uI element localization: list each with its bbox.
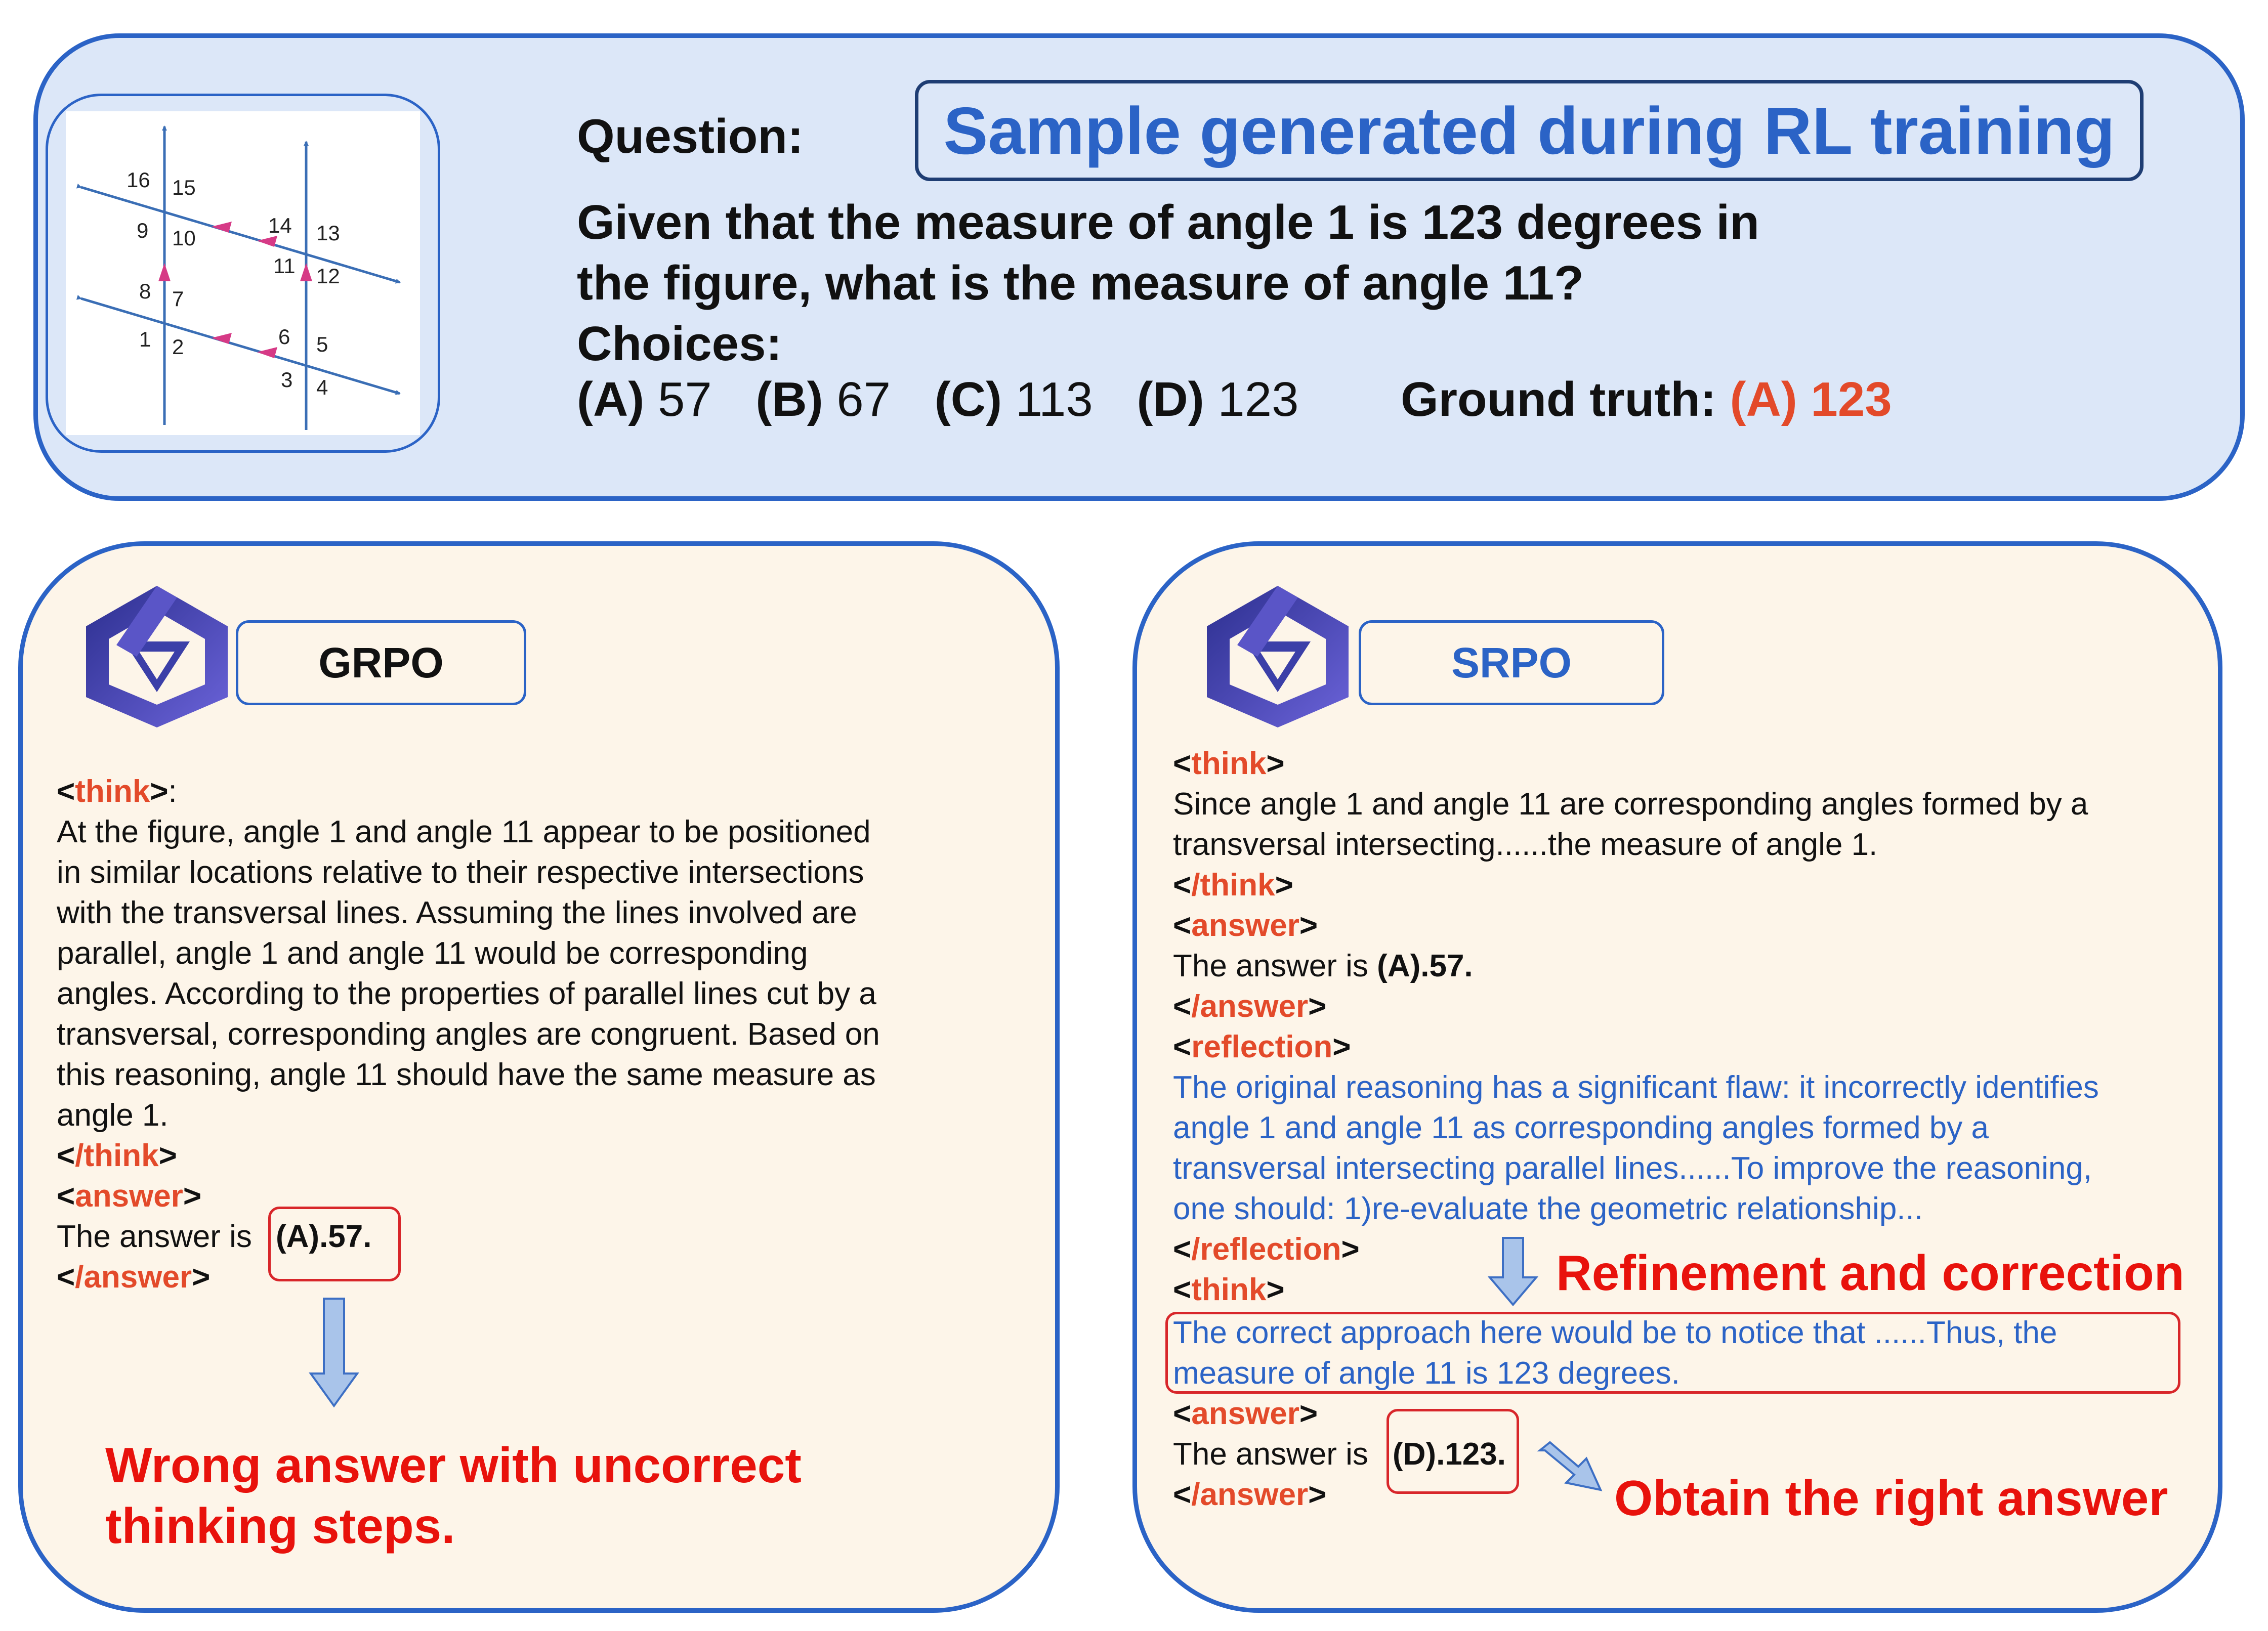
choices-row — [577, 372, 1329, 427]
angle-label: 12 — [316, 264, 340, 288]
srpo-reflection-line: transversal intersecting parallel lines......To improve the reasoning, — [1173, 1151, 2092, 1186]
choices-label: Choices: — [577, 317, 782, 371]
srpo-answer2-close-tag: </answer> — [1173, 1477, 1327, 1512]
grpo-think-line: At the figure, angle 1 and angle 11 appear to be positioned — [57, 814, 871, 849]
srpo-answer2-value: (D).123. — [1393, 1437, 1506, 1472]
ground-truth-label: Ground truth: — [1401, 372, 1716, 426]
sample-title-box — [915, 80, 2144, 181]
choice-b: (B) 67 — [755, 372, 891, 426]
srpo-reflection-close-tag: </reflection> — [1173, 1232, 1360, 1267]
question-line-1: Given that the measure of angle 1 is 123 degrees in — [577, 195, 1759, 249]
diagonal-arrow-icon — [1536, 1439, 1607, 1497]
choice-c: (C) 113 — [934, 372, 1093, 426]
question-label: Question: — [577, 109, 804, 163]
grpo-answer-open-tag: <answer> — [57, 1179, 202, 1214]
down-arrow-icon — [1488, 1237, 1538, 1310]
refinement-label: Refinement and correction — [1556, 1245, 2185, 1301]
angle-label: 7 — [172, 287, 184, 311]
angle-label: 6 — [278, 325, 290, 349]
srpo-name-box — [1359, 620, 1664, 705]
grpo-answer-value: (A).57. — [276, 1219, 372, 1254]
transversal-marker-1 — [158, 263, 171, 281]
ground-truth-value: (A) 123 — [1730, 372, 1892, 426]
grpo-think-open-tag: <think>: — [57, 774, 177, 809]
parallel-line-bottom — [81, 298, 400, 394]
angle-label: 9 — [137, 219, 149, 242]
qwen-logo-icon — [76, 581, 238, 733]
srpo-reflection-line: The original reasoning has a significant flaw: it incorrectly identifies — [1173, 1070, 2099, 1105]
srpo-think2-line-1: The correct approach here would be to notice that ......Thus, the — [1173, 1315, 2057, 1350]
geometry-figure — [66, 111, 420, 435]
srpo-reflection-body — [1173, 1067, 2175, 1229]
angle-label: 5 — [316, 332, 328, 356]
grpo-think-line: in similar locations relative to their respective intersections — [57, 855, 864, 890]
angle-label: 13 — [316, 221, 340, 245]
srpo-answer2-line: The answer is — [1173, 1437, 1368, 1472]
grpo-think-line: this reasoning, angle 11 should have the same measure as — [57, 1057, 876, 1092]
grpo-think-body — [57, 812, 968, 1136]
srpo-answer-line: The answer is (A).57. — [1173, 949, 1473, 983]
srpo-answer2-open-tag: <answer> — [1173, 1396, 1318, 1431]
angle-label: 2 — [172, 335, 184, 359]
grpo-think-line: parallel, angle 1 and angle 11 would be corresponding — [57, 936, 808, 971]
angle-label: 11 — [273, 254, 296, 278]
srpo-name: SRPO — [1451, 638, 1572, 686]
angle-label: 14 — [268, 213, 292, 237]
question-line-2: the figure, what is the measure of angle 11? — [577, 256, 1584, 310]
grpo-name-box — [236, 620, 526, 705]
srpo-reflection-open-tag: <reflection> — [1173, 1029, 1351, 1064]
grpo-verdict-line-1: Wrong answer with uncorrect — [105, 1437, 802, 1493]
grpo-think-line: with the transversal lines. Assuming the lines involved are — [57, 895, 857, 930]
angle-label: 15 — [172, 176, 196, 199]
parallel-marker-1 — [212, 222, 232, 233]
srpo-answer-close-tag: </answer> — [1173, 989, 1327, 1024]
grpo-think-line: transversal, corresponding angles are congruent. Based on — [57, 1017, 880, 1052]
ground-truth — [1401, 372, 1892, 427]
choice-d: (D) 123 — [1137, 372, 1299, 426]
parallel-marker-4 — [257, 347, 277, 358]
geometry-figure-svg — [66, 111, 420, 435]
angle-label: 1 — [139, 327, 151, 351]
sample-title: Sample generated during RL training — [943, 93, 2115, 168]
transversal-marker-2 — [300, 263, 312, 281]
qwen-logo-icon — [1197, 581, 1359, 733]
srpo-think2-line-2: measure of angle 11 is 123 degrees. — [1173, 1356, 1680, 1391]
obtain-label: Obtain the right answer — [1614, 1470, 2168, 1526]
srpo-reflection-line: one should: 1)re-evaluate the geometric relationship... — [1173, 1191, 1923, 1226]
angle-label: 10 — [172, 226, 196, 250]
srpo-answer-open-tag: <answer> — [1173, 908, 1318, 943]
srpo-reflection-line: angle 1 and angle 11 as corresponding angles formed by a — [1173, 1110, 1989, 1145]
srpo-think-close-tag: </think> — [1173, 868, 1293, 903]
parallel-marker-3 — [212, 333, 232, 344]
angle-label: 3 — [281, 368, 293, 392]
grpo-think-line: angles. According to the properties of parallel lines cut by a — [57, 976, 876, 1011]
parallel-marker-2 — [257, 236, 277, 247]
srpo-think-open-tag: <think> — [1173, 746, 1285, 781]
down-arrow-icon — [309, 1298, 359, 1411]
srpo-think2-open-tag: <think> — [1173, 1272, 1285, 1307]
angle-label: 16 — [127, 168, 150, 192]
grpo-verdict-line-2: thinking steps. — [105, 1498, 455, 1554]
angle-label: 4 — [316, 375, 328, 399]
choice-a: (A) 57 — [577, 372, 712, 426]
grpo-answer-line: The answer is — [57, 1219, 252, 1254]
angle-label: 8 — [139, 279, 151, 303]
grpo-think-line: angle 1. — [57, 1098, 169, 1133]
parallel-line-top — [81, 187, 400, 282]
grpo-name: GRPO — [318, 638, 444, 686]
grpo-think-close-tag: </think> — [57, 1138, 177, 1173]
grpo-answer-close-tag: </answer> — [57, 1260, 211, 1295]
srpo-think-line-2: transversal intersecting......the measure of angle 1. — [1173, 827, 1878, 862]
srpo-think-line-1: Since angle 1 and angle 11 are corresponding angles formed by a — [1173, 787, 2088, 822]
